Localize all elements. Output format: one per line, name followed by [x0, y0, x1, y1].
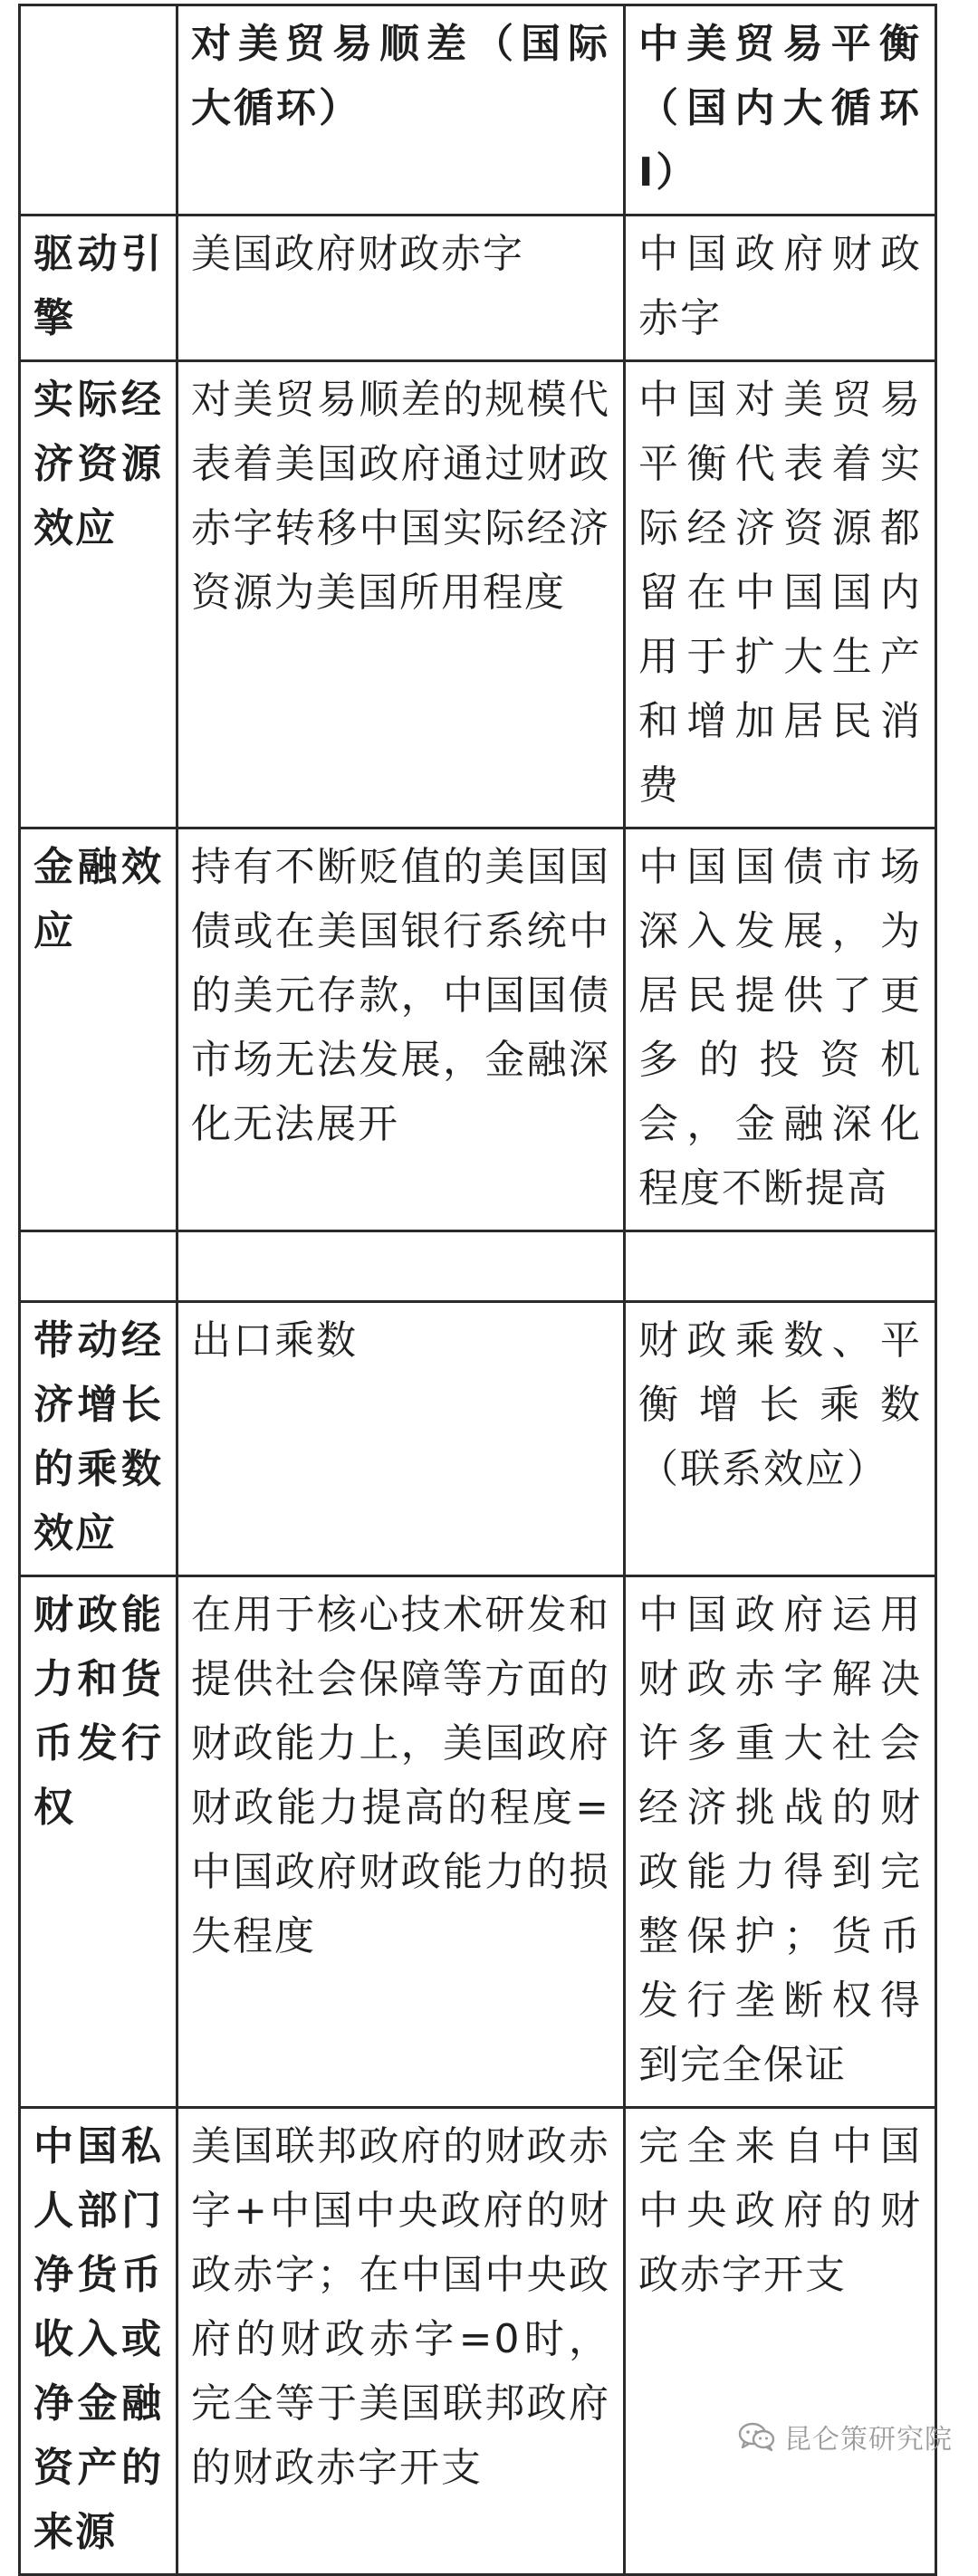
row-label-driving-engine: 驱动引擎: [20, 215, 177, 361]
row-label-fiscal-capacity: 财政能力和货币发行权: [20, 1576, 177, 2108]
table-cell: 中国政府财政赤字: [625, 215, 936, 361]
table-row: [20, 2108, 936, 2575]
table-cell: 中国对美贸易平衡代表着实际经济资源都留在中国国内用于扩大生产和增加居民消费: [625, 361, 936, 828]
table-row: [20, 215, 936, 361]
watermark: [737, 2417, 953, 2456]
row-label-real-resource-effect: 实际经济资源效应: [20, 361, 177, 828]
empty-cell: [20, 1231, 177, 1302]
table-cell: 财政乘数、平衡增长乘数（联系效应）: [625, 1302, 936, 1576]
corner-cell: [20, 5, 177, 215]
empty-cell: [177, 1231, 625, 1302]
table-cell: 中国国债市场深入发展，为居民提供了更多的投资机会，金融深化程度不断提高: [625, 828, 936, 1231]
watermark-text: 昆仑策研究院: [784, 2424, 953, 2456]
comparison-table: [18, 4, 937, 2576]
table-header-row: [20, 5, 936, 215]
row-label-multiplier-effect: 带动经济增长的乘数效应: [20, 1302, 177, 1576]
row-label-financial-effect: 金融效应: [20, 828, 177, 1231]
table-cell: 在用于核心技术研发和提供社会保障等方面的财政能力上，美国政府财政能力提高的程度=中国政府财政能力的损失程度: [177, 1576, 625, 2108]
empty-cell: [625, 1231, 936, 1302]
table-row: [20, 1302, 936, 1576]
table-cell: 完全来自中国中央政府的财政赤字开支: [625, 2108, 936, 2575]
table-cell: 中国政府运用财政赤字解决许多重大社会经济挑战的财政能力得到完整保护；货币发行垄断权得到完全保证: [625, 1576, 936, 2108]
table-row: [20, 828, 936, 1231]
column-header-international-cycle: 对美贸易顺差（国际大循环）: [177, 5, 625, 215]
table-row: [20, 1576, 936, 2108]
table-cell: 美国政府财政赤字: [177, 215, 625, 361]
table-cell: 持有不断贬值的美国国债或在美国银行系统中的美元存款，中国国债市场无法发展，金融深化无法展开: [177, 828, 625, 1231]
table-cell: 出口乘数: [177, 1302, 625, 1576]
table-cell: 美国联邦政府的财政赤字+中国中央政府的财政赤字；在中国中央政府的财政赤字=0时，完全等于美国联邦政府的财政赤字开支: [177, 2108, 625, 2575]
column-header-domestic-cycle: 中美贸易平衡（国内大循环I）: [625, 5, 936, 215]
table-cell: 对美贸易顺差的规模代表着美国政府通过财政赤字转移中国实际经济资源为美国所用程度: [177, 361, 625, 828]
table-row-empty: [20, 1231, 936, 1302]
table-row: [20, 361, 936, 828]
wechat-icon: [737, 2421, 777, 2452]
row-label-net-financial-assets-source: 中国私人部门净货币收入或净金融资产的来源: [20, 2108, 177, 2575]
